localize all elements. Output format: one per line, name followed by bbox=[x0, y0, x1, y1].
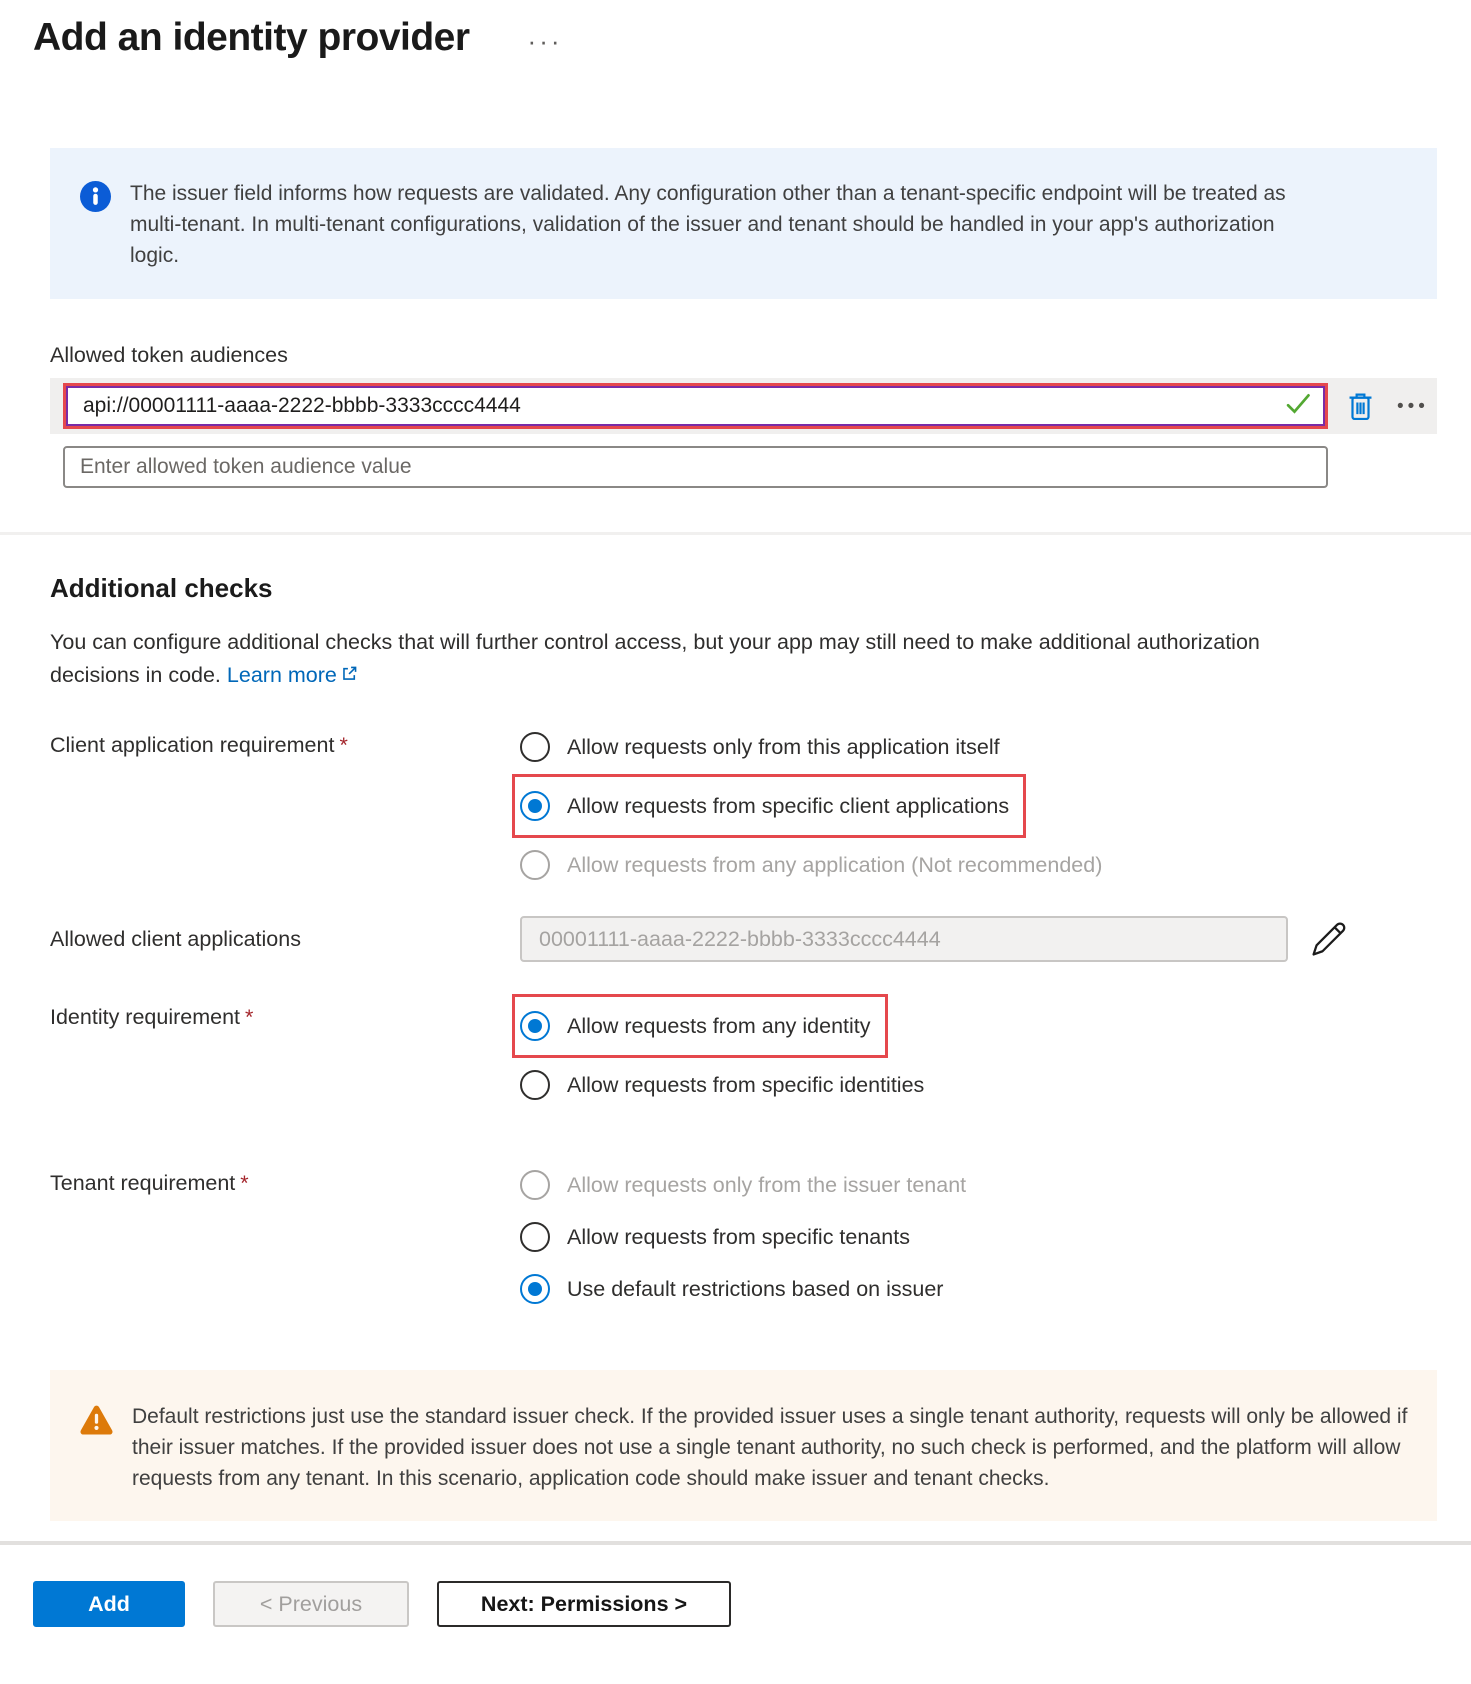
next-permissions-button[interactable]: Next: Permissions > bbox=[437, 1581, 731, 1627]
client-app-requirement-row bbox=[50, 722, 1471, 890]
radio-only-issuer-tenant: Allow requests only from the issuer tenant bbox=[520, 1160, 978, 1210]
radio-icon[interactable] bbox=[520, 1070, 550, 1100]
allowed-client-applications-label: Allowed client applications bbox=[50, 926, 301, 951]
warning-banner-text: Default restrictions just use the standard issuer check. If the provided issuer uses a single tenant authority, requests will only be allowed if their issuer matches. If the provided issuer does not use a single tenant authority, no such check is performed, and the platform will allow requests from any tenant. In this scenario, application code should make issuer and tenant checks. bbox=[132, 1405, 1408, 1490]
additional-checks-form bbox=[50, 722, 1471, 1314]
warning-icon bbox=[80, 1404, 113, 1494]
audience-more-options-icon[interactable]: ••• bbox=[1393, 397, 1433, 416]
radio-icon bbox=[520, 1170, 550, 1200]
radio-default-restrictions[interactable]: Use default restrictions based on issuer bbox=[520, 1264, 955, 1314]
tenant-requirement-label: Tenant requirement * bbox=[50, 1171, 249, 1195]
additional-checks-description: You can configure additional checks that will further control access, but your app may still need to make additional authorization decisions in code. Learn more bbox=[50, 630, 1260, 687]
radio-icon[interactable] bbox=[520, 732, 550, 762]
radio-any-application: Allow requests from any application (Not recommended) bbox=[520, 840, 1114, 890]
section-divider bbox=[0, 532, 1471, 535]
previous-button: < Previous bbox=[213, 1581, 409, 1627]
info-banner-text: The issuer field informs how requests are validated. Any configuration other than a tenant-specific endpoint will be treated as multi-tenant. In multi-tenant configurations, validation of the issuer and tenant should be handled in your app's authorization logic. bbox=[130, 182, 1286, 267]
edit-icon[interactable] bbox=[1306, 916, 1352, 962]
allowed-client-applications-row bbox=[50, 916, 1471, 962]
add-button[interactable]: Add bbox=[33, 1581, 185, 1627]
radio-specific-client-applications[interactable]: Allow requests from specific client applications bbox=[520, 781, 1021, 831]
radio-icon bbox=[520, 850, 550, 880]
identity-requirement-row bbox=[50, 994, 1471, 1110]
allowed-client-applications-input bbox=[520, 916, 1288, 962]
warning-banner bbox=[50, 1370, 1437, 1521]
radio-only-this-application[interactable]: Allow requests only from this application itself bbox=[520, 722, 1012, 772]
token-audience-row bbox=[50, 378, 1437, 434]
identity-requirement-label: Identity requirement * bbox=[50, 1005, 254, 1029]
client-app-requirement-label: Client application requirement * bbox=[50, 733, 348, 757]
info-icon bbox=[80, 181, 111, 271]
learn-more-link[interactable]: Learn more bbox=[227, 663, 358, 687]
annotation-highlight-box bbox=[512, 994, 888, 1058]
tenant-requirement-row bbox=[50, 1160, 1471, 1314]
allowed-token-audiences-label: Allowed token audiences bbox=[50, 343, 288, 367]
radio-icon[interactable] bbox=[520, 1274, 550, 1304]
radio-specific-tenants[interactable]: Allow requests from specific tenants bbox=[520, 1212, 922, 1262]
radio-any-identity[interactable]: Allow requests from any identity bbox=[520, 1001, 883, 1051]
annotation-highlight-box bbox=[63, 383, 1328, 429]
info-banner bbox=[50, 148, 1437, 299]
token-audience-input[interactable] bbox=[66, 386, 1325, 426]
footer-actions bbox=[0, 1545, 1471, 1627]
more-options-icon[interactable]: ··· bbox=[522, 24, 569, 58]
new-token-audience-input[interactable] bbox=[63, 446, 1328, 488]
delete-audience-icon[interactable] bbox=[1343, 387, 1378, 425]
radio-icon[interactable] bbox=[520, 791, 550, 821]
external-link-icon bbox=[341, 663, 358, 687]
radio-icon[interactable] bbox=[520, 1011, 550, 1041]
radio-specific-identities[interactable]: Allow requests from specific identities bbox=[520, 1060, 936, 1110]
required-marker: * bbox=[245, 1005, 254, 1029]
valid-checkmark-icon bbox=[1284, 392, 1312, 421]
page-title: Add an identity provider bbox=[33, 16, 470, 59]
radio-icon[interactable] bbox=[520, 1222, 550, 1252]
additional-checks-heading: Additional checks bbox=[50, 573, 273, 603]
page-header bbox=[0, 0, 1471, 60]
annotation-highlight-box bbox=[512, 774, 1026, 838]
required-marker: * bbox=[240, 1171, 249, 1195]
required-marker: * bbox=[339, 733, 348, 757]
